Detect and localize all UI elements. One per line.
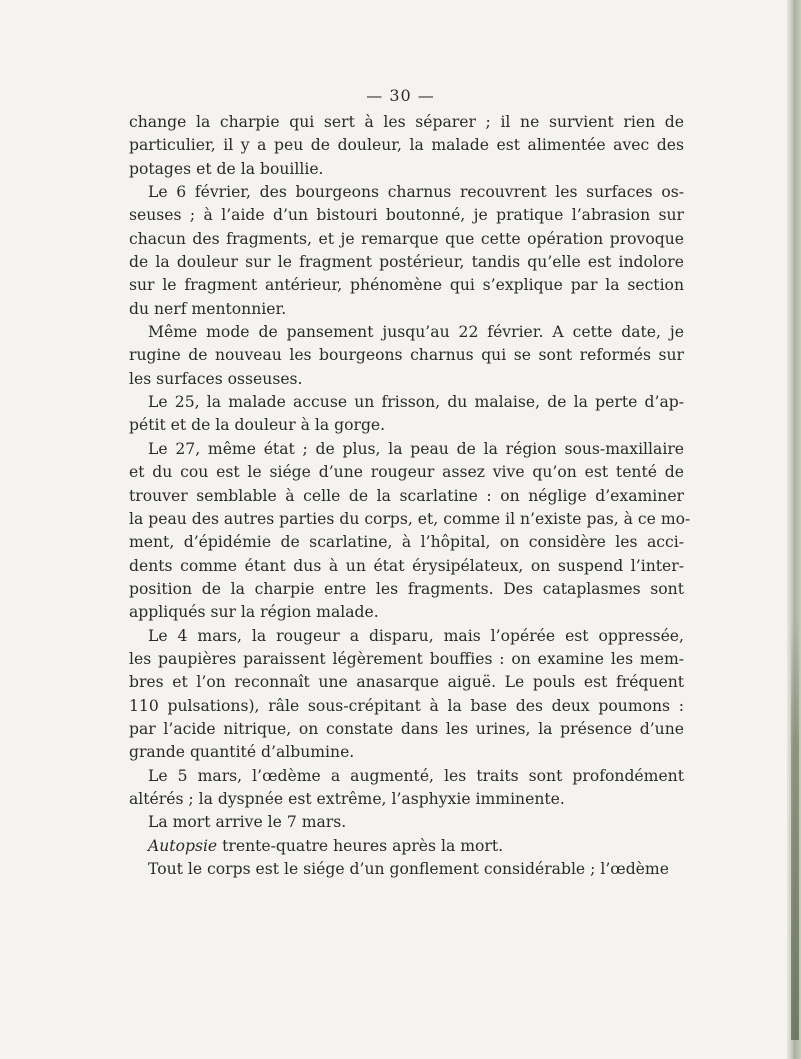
text-line <box>129 531 684 554</box>
text-line-content: Tout le corps est le siége d’un gonflement considérable ; l’œdème <box>148 860 669 878</box>
text-line-content: chacun des fragments, et je remarque que cette opération provoque <box>129 229 684 248</box>
text-line <box>129 485 684 508</box>
text-line-content: seuses ; à l’aide d’un bistouri boutonné, je pratique l’abrasion sur <box>129 206 684 225</box>
page-edge-stain <box>791 620 799 1040</box>
text-line-content: Le 5 mars, l’œdème a augmenté, les traits sont profondément <box>148 766 684 785</box>
text-line <box>129 555 684 578</box>
text-line <box>129 671 684 694</box>
text-line-content: Le 27, même état ; de plus, la peau de la région sous-maxillaire <box>148 439 684 458</box>
text-line-content: du nerf mentonnier. <box>129 299 287 318</box>
text-line-content: et du cou est le siége d’une rougeur assez vive qu’on est tenté de <box>129 463 684 482</box>
text-line-content: grande quantité d’albumine. <box>129 743 355 762</box>
text-line-content: la peau des autres parties du corps, et, comme il n’existe pas, à ce mo- <box>129 509 691 528</box>
text-line <box>129 835 684 858</box>
text-line <box>129 158 684 181</box>
text-line-content: sur le fragment antérieur, phénomène qui s’explique par la section <box>129 276 684 295</box>
text-line-content: trouver semblable à celle de la scarlatine : on néglige d’examiner <box>129 486 684 505</box>
text-line-content: 110 pulsations), râle sous-crépitant à la base des deux poumons : <box>129 696 684 715</box>
text-line-content: rugine de nouveau les bourgeons charnus qui se sont reformés sur <box>129 346 684 365</box>
text-line-content: ment, d’épidémie de scarlatine, à l’hôpital, on considère les acci- <box>129 533 684 552</box>
text-line-content: La mort arrive le 7 mars. <box>148 813 347 832</box>
text-line-content: les paupières paraissent légèrement bouffies : on examine les mem- <box>129 649 684 668</box>
text-line-content: particulier, il y a peu de douleur, la malade est alimentée avec des <box>129 136 684 155</box>
text-line <box>129 298 684 321</box>
text-line-content: Le 4 mars, la rougeur a disparu, mais l’opérée est oppressée, <box>148 626 684 645</box>
text-line-content: les surfaces osseuses. <box>129 369 303 388</box>
text-line-content: Même mode de pansement jusqu’au 22 février. A cette date, je <box>148 323 684 342</box>
text-line <box>129 625 684 648</box>
text-line-content: potages et de la bouillie. <box>129 159 324 178</box>
text-line <box>129 391 684 414</box>
text-line <box>129 695 684 718</box>
italic-lead: Autopsie <box>148 836 218 855</box>
text-line <box>129 765 684 788</box>
text-line <box>129 204 684 227</box>
text-line-content: dents comme étant dus à un état érysipélateux, on suspend l’inter- <box>129 556 684 575</box>
text-line <box>129 368 684 391</box>
text-line <box>129 508 691 531</box>
text-line <box>129 578 684 601</box>
text-line <box>129 858 684 881</box>
text-line <box>129 741 684 764</box>
text-line-content: position de la charpie entre les fragments. Des cataplasmes sont <box>129 579 684 598</box>
text-line <box>129 181 684 204</box>
text-line <box>129 601 684 624</box>
text-line-content: change la charpie qui sert à les séparer ; il ne survient rien de <box>129 113 684 131</box>
text-line <box>129 788 684 811</box>
text-line-content: Le 6 février, des bourgeons charnus recouvrent les surfaces os- <box>148 183 684 202</box>
text-line-content: par l’acide nitrique, on constate dans les urines, la présence d’une <box>129 719 684 738</box>
text-line <box>129 811 684 834</box>
text-line-content: de la douleur sur le fragment postérieur, tandis qu’elle est indolore <box>129 253 684 272</box>
text-line <box>129 648 684 671</box>
text-line <box>129 438 684 461</box>
text-line <box>129 228 684 251</box>
text-line <box>129 111 684 134</box>
text-line-content: pétit et de la douleur à la gorge. <box>129 416 386 435</box>
text-line <box>129 134 684 157</box>
text-line-content: altérés ; la dyspnée est extrême, l’asphyxie imminente. <box>129 789 565 808</box>
text-line <box>129 274 684 297</box>
text-line <box>129 718 684 741</box>
text-line <box>129 251 684 274</box>
text-line-content: bres et l’on reconnaît une anasarque aiguë. Le pouls est fréquent <box>129 673 684 692</box>
text-line-content: trente-quatre heures après la mort. <box>217 836 504 855</box>
text-line <box>129 321 684 344</box>
text-line-content: appliqués sur la région malade. <box>129 603 379 622</box>
text-line-content: Le 25, la malade accuse un frisson, du malaise, de la perte d’ap- <box>148 393 684 412</box>
page-number: — 30 — <box>366 86 435 105</box>
text-line <box>129 344 684 367</box>
body-text <box>129 111 691 881</box>
text-line <box>129 461 684 484</box>
text-line <box>129 414 684 437</box>
